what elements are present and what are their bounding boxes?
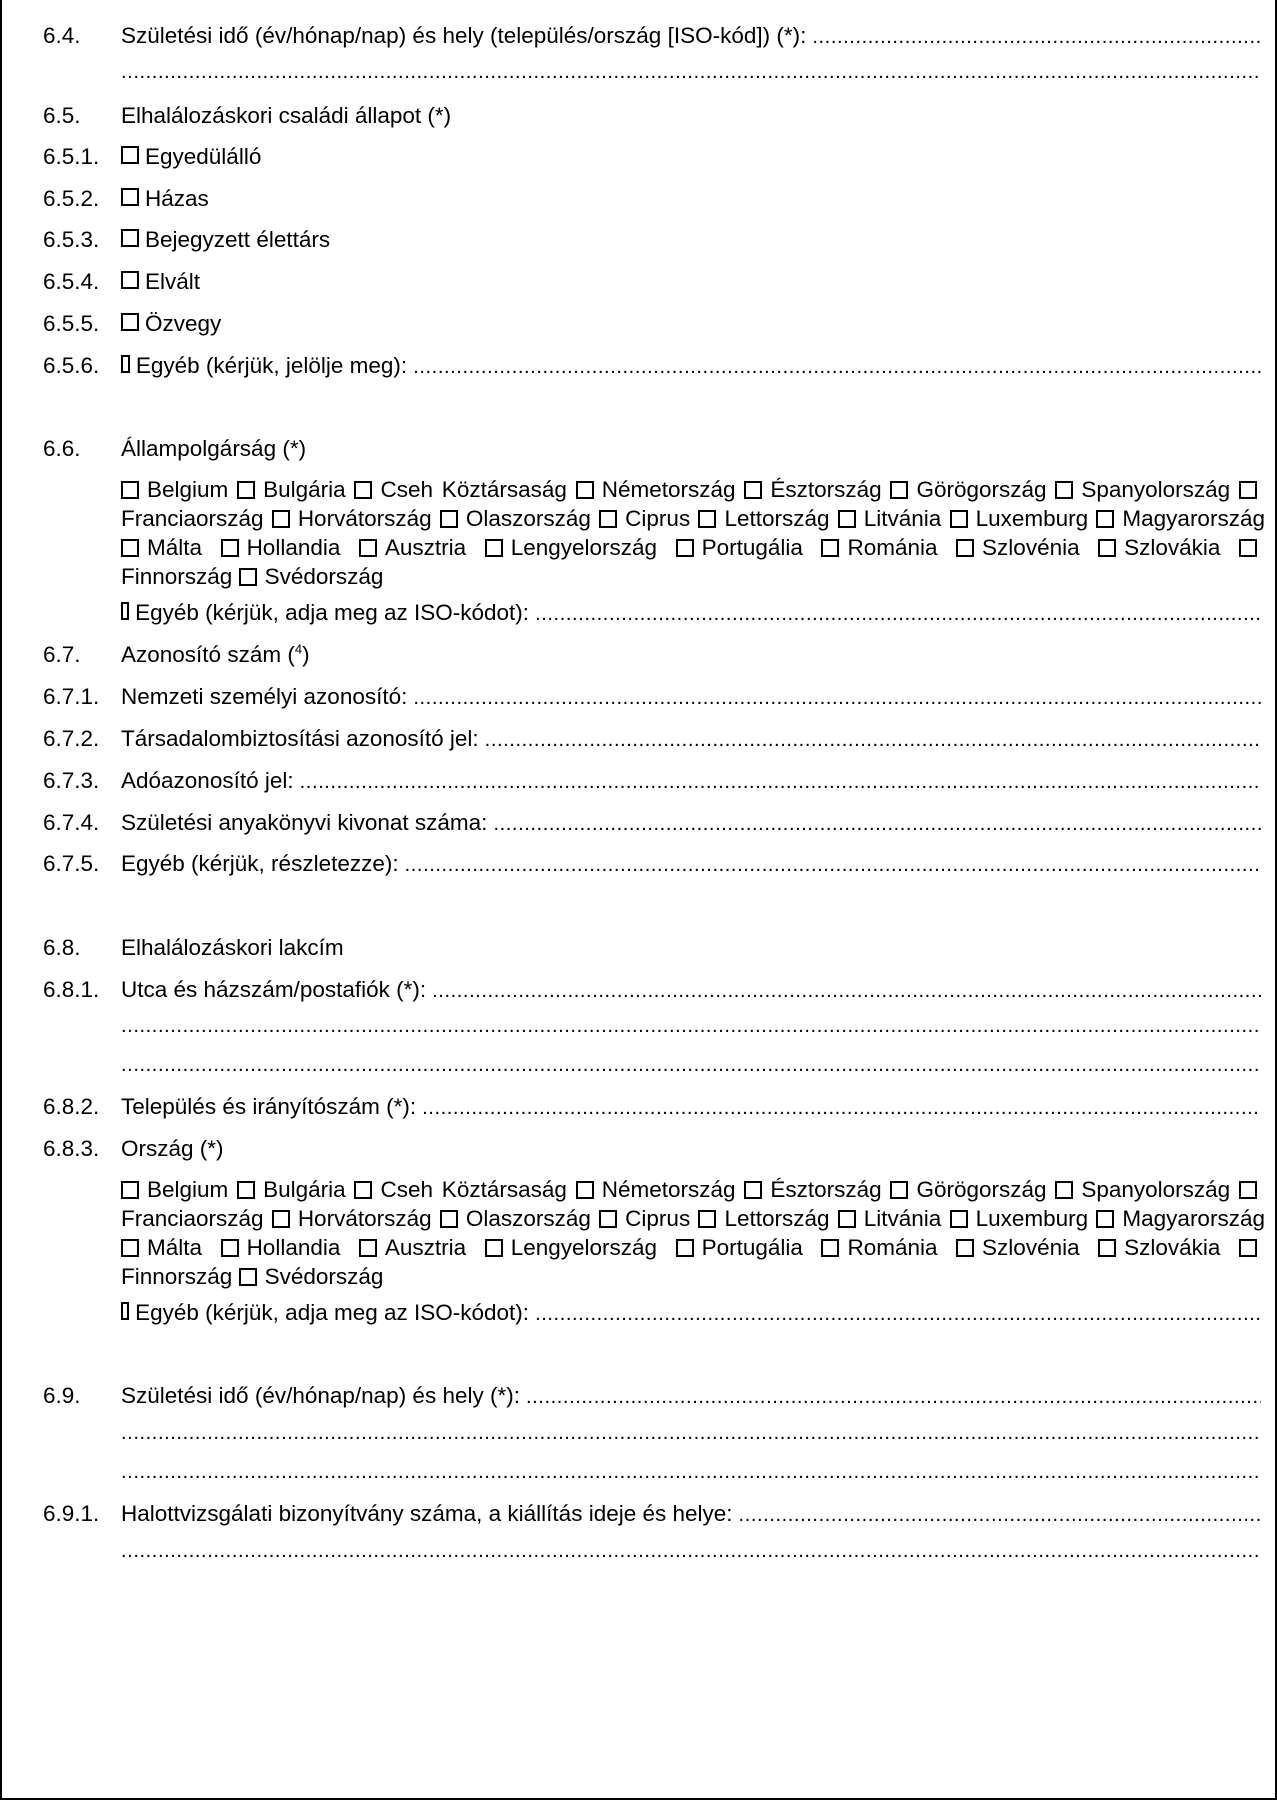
country-option[interactable] xyxy=(838,1206,942,1231)
section-number: 6.5.4. xyxy=(43,269,100,294)
country-label: Hollandia xyxy=(246,1235,341,1260)
country-checkbox[interactable] xyxy=(1239,1181,1257,1199)
country-checkbox[interactable] xyxy=(272,510,290,528)
country-option[interactable] xyxy=(821,535,937,560)
country-checkbox[interactable] xyxy=(1239,539,1257,557)
field-label: Nemzeti személyi azonosító: xyxy=(121,684,408,709)
country-option[interactable] xyxy=(1096,1206,1265,1231)
country-heading: Ország (*) xyxy=(121,1136,224,1161)
country-label: Szlovákia xyxy=(1124,1235,1221,1260)
country-label: Lengyelország xyxy=(510,535,658,560)
citizenship-iso-field[interactable] xyxy=(535,599,1261,629)
country-checkbox[interactable] xyxy=(121,481,139,499)
option-label: Egyéb (kérjük, adja meg az ISO-kódot): xyxy=(135,1300,530,1325)
country-option[interactable] xyxy=(121,477,228,502)
country-option[interactable] xyxy=(676,535,803,560)
country-label: Lettország xyxy=(724,506,830,531)
country-checkbox[interactable] xyxy=(237,1181,255,1199)
country-label: Németország xyxy=(601,477,736,502)
country-option[interactable] xyxy=(1098,535,1220,560)
country-label: Horvátország xyxy=(297,506,432,531)
country-label: Észtország xyxy=(770,1177,882,1202)
country-label: Ciprus xyxy=(625,506,691,531)
country-label: Horvátország xyxy=(297,1206,432,1231)
country-label: Spanyolország xyxy=(1081,1177,1231,1202)
country-checkbox[interactable] xyxy=(239,568,257,586)
tax-id-field[interactable] xyxy=(300,767,1261,797)
country-checkbox[interactable] xyxy=(221,539,239,557)
country-option[interactable] xyxy=(576,477,736,502)
citizenship-heading: Állampolgárság (*) xyxy=(121,436,307,461)
country-checkbox[interactable] xyxy=(1098,1239,1116,1257)
birth-date-place-label: Születési idő (év/hónap/nap) és hely (település/ország [ISO-kód]) (*): xyxy=(121,23,807,48)
checkbox-other-status[interactable] xyxy=(121,355,130,373)
country-label: Németország xyxy=(601,1177,736,1202)
country-label: Cseh Köztársaság xyxy=(380,477,567,502)
section-number: 6.6. xyxy=(43,436,81,461)
country-option[interactable] xyxy=(956,1235,1080,1260)
country-checkbox[interactable] xyxy=(359,539,377,557)
country-label: Lettország xyxy=(724,1206,830,1231)
death-date-place-field[interactable] xyxy=(526,1382,1261,1412)
country-checkbox[interactable] xyxy=(956,1239,974,1257)
country-option[interactable] xyxy=(1096,506,1265,531)
country-checkbox[interactable] xyxy=(1055,481,1073,499)
country-checkbox[interactable] xyxy=(890,481,908,499)
section-number: 6.7. xyxy=(43,642,81,667)
country-checkbox[interactable] xyxy=(440,1210,458,1228)
citizenship-country-list xyxy=(121,475,1265,591)
country-option[interactable] xyxy=(576,1177,736,1202)
option-label: Elvált xyxy=(145,269,201,294)
country-option[interactable] xyxy=(221,1235,341,1260)
checkbox-country-other[interactable] xyxy=(121,1302,129,1320)
address-heading: Elhalálozáskori lakcím xyxy=(121,935,344,960)
birth-date-place-field[interactable] xyxy=(812,22,1261,52)
country-label: Belgium xyxy=(147,477,229,502)
social-security-field[interactable] xyxy=(485,725,1261,755)
country-checkbox[interactable] xyxy=(1096,1210,1114,1228)
country-label: Belgium xyxy=(147,1177,229,1202)
section-number: 6.7.2. xyxy=(43,726,100,751)
country-option[interactable] xyxy=(890,477,1046,502)
checkbox-divorced[interactable] xyxy=(121,271,139,289)
country-option[interactable] xyxy=(272,1206,432,1231)
country-checkbox[interactable] xyxy=(676,1239,694,1257)
country-label: Görögország xyxy=(916,477,1047,502)
country-label: Észtország xyxy=(770,477,882,502)
country-option[interactable] xyxy=(676,1235,803,1260)
country-label: Szlovénia xyxy=(982,1235,1080,1260)
country-label: Málta xyxy=(147,1235,203,1260)
section-number: 6.8.3. xyxy=(43,1136,100,1161)
section-number: 6.4. xyxy=(43,23,81,48)
country-label: Luxemburg xyxy=(975,506,1089,531)
country-label: Románia xyxy=(847,535,938,560)
country-option[interactable] xyxy=(744,477,881,502)
country-label: Szlovénia xyxy=(982,535,1080,560)
country-option[interactable] xyxy=(237,477,346,502)
country-checkbox[interactable] xyxy=(744,481,762,499)
city-postcode-field[interactable] xyxy=(422,1093,1261,1123)
country-checkbox[interactable] xyxy=(440,510,458,528)
section-number: 6.5.5. xyxy=(43,311,100,336)
section-number: 6.5.2. xyxy=(43,186,100,211)
country-label: Magyarország xyxy=(1122,506,1265,531)
country-label: Svédország xyxy=(264,1264,384,1289)
country-option[interactable] xyxy=(698,506,829,531)
section-number: 6.8.1. xyxy=(43,977,100,1002)
country-label: Portugália xyxy=(701,1235,803,1260)
section-number: 6.7.3. xyxy=(43,768,100,793)
id-number-heading: Azonosító szám ($^4$) xyxy=(121,641,310,667)
country-option[interactable] xyxy=(950,506,1089,531)
country-option[interactable] xyxy=(121,535,202,560)
country-checkbox[interactable] xyxy=(485,539,503,557)
country-checkbox[interactable] xyxy=(485,1239,503,1257)
field-label: Egyéb (kérjük, részletezze): xyxy=(121,851,399,876)
country-label: Románia xyxy=(847,1235,938,1260)
country-checkbox[interactable] xyxy=(950,1210,968,1228)
section-number: 6.5. xyxy=(43,103,81,128)
other-id-field[interactable] xyxy=(405,850,1261,880)
country-option[interactable] xyxy=(354,477,566,502)
country-label: Finnország xyxy=(121,564,233,589)
country-option[interactable] xyxy=(950,1206,1089,1231)
country-label: Finnország xyxy=(121,1264,233,1289)
country-label: Luxemburg xyxy=(975,1206,1089,1231)
country-label: Portugália xyxy=(701,535,803,560)
country-checkbox[interactable] xyxy=(676,539,694,557)
country-option[interactable] xyxy=(890,1177,1046,1202)
footnote-ref: 4 xyxy=(294,641,303,657)
country-checkbox[interactable] xyxy=(121,539,139,557)
section-number: 6.5.1. xyxy=(43,144,100,169)
marital-status-heading: Elhalálozáskori családi állapot (*) xyxy=(121,103,452,128)
country-option[interactable] xyxy=(221,535,341,560)
country-checkbox[interactable] xyxy=(1239,1239,1257,1257)
country-option[interactable] xyxy=(440,506,591,531)
country-checkbox[interactable] xyxy=(237,481,255,499)
field-label: Születési anyakönyvi kivonat száma: xyxy=(121,810,488,835)
country-label: Hollandia xyxy=(246,535,341,560)
street-field[interactable] xyxy=(432,976,1261,1006)
option-label: Egyedülálló xyxy=(145,144,262,169)
country-option[interactable] xyxy=(239,1264,384,1289)
country-option[interactable] xyxy=(359,1235,466,1260)
country-label: Ciprus xyxy=(625,1206,691,1231)
country-checkbox[interactable] xyxy=(744,1181,762,1199)
country-checkbox[interactable] xyxy=(821,1239,839,1257)
country-label: Litvánia xyxy=(863,1206,942,1231)
field-label: Utca és házszám/postafiók (*): xyxy=(121,977,427,1002)
country-label: Szlovákia xyxy=(1124,535,1221,560)
country-label: Olaszország xyxy=(465,1206,591,1231)
national-id-field[interactable] xyxy=(413,683,1261,713)
death-date-place-line3[interactable] xyxy=(121,1457,1261,1487)
section-number: 6.5.3. xyxy=(43,227,100,252)
country-checkbox[interactable] xyxy=(354,481,372,499)
birth-date-place-field-line2[interactable] xyxy=(121,57,1261,87)
country-option[interactable] xyxy=(698,1206,829,1231)
autopsy-certificate-field[interactable] xyxy=(739,1500,1261,1530)
other-status-field[interactable] xyxy=(413,352,1261,382)
country-option[interactable] xyxy=(359,535,466,560)
option-label: Házas xyxy=(145,186,209,211)
country-checkbox[interactable] xyxy=(239,1268,257,1286)
country-checkbox[interactable] xyxy=(1055,1181,1073,1199)
country-checkbox[interactable] xyxy=(354,1181,372,1199)
country-checkbox[interactable] xyxy=(1096,510,1114,528)
country-option[interactable] xyxy=(744,1177,881,1202)
field-label: Település és irányítószám (*): xyxy=(121,1094,417,1119)
country-checkbox[interactable] xyxy=(698,510,716,528)
country-checkbox[interactable] xyxy=(838,1210,856,1228)
country-checkbox[interactable] xyxy=(576,481,594,499)
country-option[interactable] xyxy=(1098,1235,1220,1260)
country-label: Ausztria xyxy=(384,535,467,560)
section-number: 6.7.5. xyxy=(43,851,100,876)
country-label: Franciaország xyxy=(121,506,264,531)
country-option[interactable] xyxy=(354,1177,566,1202)
country-option[interactable] xyxy=(1055,1177,1230,1202)
death-date-place-line2[interactable] xyxy=(121,1418,1261,1448)
country-checkbox[interactable] xyxy=(890,1181,908,1199)
country-option[interactable] xyxy=(599,506,690,531)
section-number: 6.5.6. xyxy=(43,353,100,378)
country-label: Litvánia xyxy=(863,506,942,531)
field-label: Adóazonosító jel: xyxy=(121,768,294,793)
checkbox-married[interactable] xyxy=(121,188,139,206)
country-checkbox[interactable] xyxy=(821,539,839,557)
country-label: Franciaország xyxy=(121,1206,264,1231)
country-option[interactable] xyxy=(272,506,432,531)
street-field-line3[interactable] xyxy=(121,1050,1261,1080)
country-checkbox[interactable] xyxy=(599,1210,617,1228)
country-option[interactable] xyxy=(237,1177,346,1202)
country-checkbox[interactable] xyxy=(576,1181,594,1199)
country-checkbox[interactable] xyxy=(121,1239,139,1257)
country-label: Magyarország xyxy=(1122,1206,1265,1231)
street-field-line2[interactable] xyxy=(121,1011,1261,1041)
checkbox-single[interactable] xyxy=(121,146,139,164)
country-checkbox[interactable] xyxy=(359,1239,377,1257)
country-option[interactable] xyxy=(485,1235,657,1260)
country-checkbox[interactable] xyxy=(956,539,974,557)
country-option[interactable] xyxy=(821,1235,937,1260)
option-label: Egyéb (kérjük, jelölje meg): xyxy=(135,353,408,378)
country-option[interactable] xyxy=(1055,477,1230,502)
field-label: Társadalombiztosítási azonosító jel: xyxy=(121,726,479,751)
checkbox-widowed[interactable] xyxy=(121,313,139,331)
country-label: Bulgária xyxy=(263,477,346,502)
country-label: Ausztria xyxy=(384,1235,467,1260)
country-checkbox[interactable] xyxy=(599,510,617,528)
country-checkbox[interactable] xyxy=(950,510,968,528)
country-label: Olaszország xyxy=(465,506,591,531)
country-checkbox[interactable] xyxy=(121,1181,139,1199)
country-checkbox[interactable] xyxy=(1239,481,1257,499)
option-label: Özvegy xyxy=(145,311,222,336)
section-number: 6.9.1. xyxy=(43,1501,100,1526)
country-option[interactable] xyxy=(121,1235,202,1260)
section-number: 6.8.2. xyxy=(43,1094,100,1119)
option-label: Egyéb (kérjük, adja meg az ISO-kódot): xyxy=(135,600,530,625)
country-label: Svédország xyxy=(264,564,384,589)
section-number: 6.7.4. xyxy=(43,810,100,835)
section-number: 6.8. xyxy=(43,935,81,960)
section-number: 6.7.1. xyxy=(43,684,100,709)
country-option[interactable] xyxy=(239,564,384,589)
birth-certificate-field[interactable] xyxy=(493,809,1261,839)
country-option[interactable] xyxy=(599,1206,690,1231)
country-label: Görögország xyxy=(916,1177,1047,1202)
address-country-list xyxy=(121,1175,1265,1291)
country-option[interactable] xyxy=(440,1206,591,1231)
checkbox-registered-partner[interactable] xyxy=(121,229,139,247)
country-label: Spanyolország xyxy=(1081,477,1231,502)
field-label: Születési idő (év/hónap/nap) és hely (*): xyxy=(121,1383,520,1408)
country-option[interactable] xyxy=(838,506,942,531)
country-checkbox[interactable] xyxy=(698,1210,716,1228)
country-checkbox[interactable] xyxy=(272,1210,290,1228)
country-label: Bulgária xyxy=(263,1177,346,1202)
country-label: Málta xyxy=(147,535,203,560)
section-number: 6.9. xyxy=(43,1383,81,1408)
country-option[interactable] xyxy=(956,535,1080,560)
country-checkbox[interactable] xyxy=(1098,539,1116,557)
country-checkbox[interactable] xyxy=(838,510,856,528)
country-iso-field[interactable] xyxy=(535,1299,1261,1329)
country-label: Cseh Köztársaság xyxy=(380,1177,567,1202)
country-option[interactable] xyxy=(485,535,657,560)
autopsy-certificate-line2[interactable] xyxy=(121,1536,1261,1566)
country-checkbox[interactable] xyxy=(221,1239,239,1257)
country-option[interactable] xyxy=(121,1177,228,1202)
field-label: Halottvizsgálati bizonyítvány száma, a kiállítás ideje és helye: xyxy=(121,1501,733,1526)
country-label: Lengyelország xyxy=(510,1235,658,1260)
option-label: Bejegyzett élettárs xyxy=(145,227,331,252)
checkbox-citizenship-other[interactable] xyxy=(121,602,129,620)
